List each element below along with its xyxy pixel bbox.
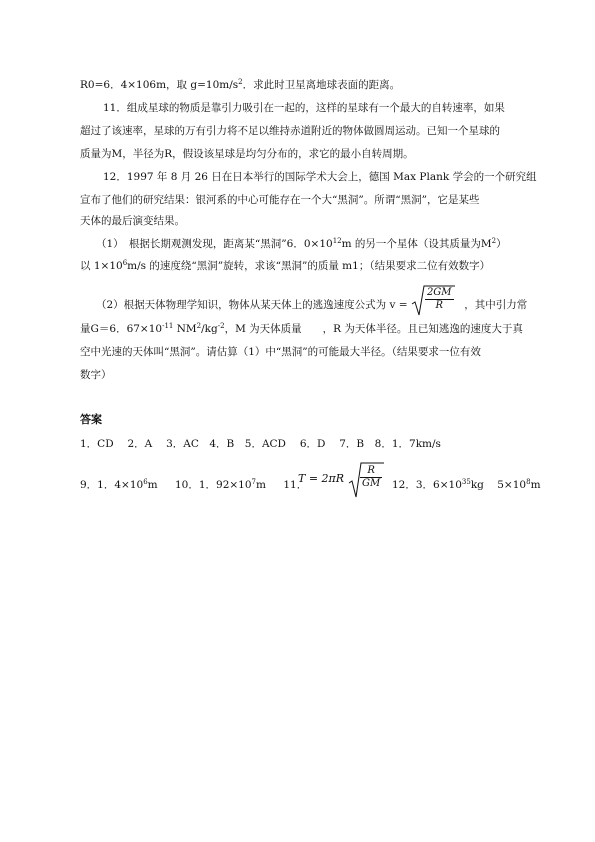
formula-fraction <box>425 287 454 312</box>
answer-9-sup: 6 <box>143 478 148 486</box>
answer-9-unit: m <box>147 479 158 491</box>
q12-line-2: 宣布了他们的研究结果：银河系的中心可能存在一个大“黑洞”。所谓“黑洞”，它是某些 <box>80 194 480 206</box>
q10-text-end: ．求此时卫星离地球表面的距离。 <box>242 79 401 91</box>
q12-part2-text-b: ，其中引力常 <box>464 299 528 311</box>
answer-12b-text: 5×10 <box>497 479 527 491</box>
answer-10-text: 10．1．92×10 <box>174 479 252 491</box>
q12-part1-text-b: m 的另一个星体（设其质量为M <box>341 238 492 250</box>
q12-part2-l2-sup: -11 <box>162 322 174 330</box>
q12-part2-l2-text-c: /kg <box>201 323 218 335</box>
q12-part2-line-3: 空中光速的天体叫“黑洞”。请估算（1）中“黑洞”的可能最大半径。（结果要求一位有效 <box>80 346 481 358</box>
answer-11-lhs: T = 2πR <box>298 472 345 485</box>
formula-denominator: R <box>435 300 443 311</box>
answer-12b-unit: m <box>530 479 541 491</box>
q11-line-2: 超过了该速率，星球的万有引力将不足以维持赤道附近的物体做圆周运动。已知一个星球的 <box>80 125 500 137</box>
q10-text: R0=6．4×106m，取 g=10m/s <box>80 79 239 91</box>
q12-part2-text: （2）根据天体物理学知识，物体从某天体上的逃逸速度公式为 v = <box>96 299 408 311</box>
answer-10 <box>175 478 266 492</box>
answer-9-text: 9．1．4×10 <box>80 479 144 491</box>
q12-part2-line-2 <box>80 322 523 336</box>
answers-row-1: 1．CD 2．A 3．AC 4．B 5．ACD 6．D 7．B 8．1．7km/s <box>80 438 441 450</box>
answer-12 <box>392 478 541 492</box>
q12-line-1: 12．1997 年 8 月 26 日在日本举行的国际学术大会上，德国 Max Plank 学会的一个研究组 <box>103 171 537 183</box>
q12-part2-l2-text-b: NM <box>173 323 197 335</box>
answer-11-denominator: GM <box>362 478 381 489</box>
q12-part1-line-1 <box>96 237 507 251</box>
answer-9 <box>80 478 158 492</box>
answer-12-text: 12．3．6×10 <box>392 479 462 491</box>
answer-10-unit: m <box>256 479 266 491</box>
q12-part2-line-1 <box>96 288 527 322</box>
answer-12b-sup: 8 <box>526 478 531 486</box>
q12-part2-l2-sup3: -2 <box>217 322 225 330</box>
q12-part2-l2-text-d: ，M 为天体质量 ，R 为天体半径。且已知逃逸的速度大于真 <box>224 323 523 335</box>
q10-tail <box>80 78 400 92</box>
answer-11-label: 11． <box>283 479 308 491</box>
q12-line-3: 天体的最后演变结果。 <box>80 215 185 227</box>
q11-line-3: 质量为M，半径为R，假设该星球是均匀分布的，求它的最小自转周期。 <box>80 148 414 160</box>
escape-velocity-formula <box>411 284 455 318</box>
answer-12b <box>497 479 540 491</box>
q12-part1-sup2: 2 <box>491 237 497 245</box>
q10-sup: 2 <box>238 78 243 86</box>
answer-11-fraction <box>360 465 382 490</box>
answer-12-unit: kg <box>470 479 484 491</box>
formula-numerator: 2GM <box>426 287 452 298</box>
q12-part1-line-2 <box>80 259 490 273</box>
q12-part1-l2-sup: 6 <box>122 259 128 267</box>
q12-part2-l2-sup2: 2 <box>196 322 202 330</box>
q12-part1-text: （1） 根据长期观测发现，距离某“黑洞”6．0×10 <box>96 238 333 250</box>
q12-part1-l2-text-b: m/s 的速度绕“黑洞”旋转，求该“黑洞”的质量 m1；（结果要求二位有效数字） <box>127 260 491 272</box>
q12-part2-l2-text: 量G＝6．67×10 <box>80 323 163 335</box>
q12-part1-text-c: ） <box>496 238 507 250</box>
answer-10-sup: 7 <box>251 478 257 486</box>
answer-12-sup: 35 <box>461 478 471 486</box>
answer-11-numerator: R <box>360 465 382 478</box>
answer-11-formula <box>298 460 388 500</box>
answers-heading: 答案 <box>80 413 102 426</box>
q12-part1-l2-text: 以 1×10 <box>80 260 123 272</box>
q12-part1-sup: 12 <box>332 237 342 245</box>
q12-part2-line-4: 数字） <box>80 369 112 381</box>
q11-line-1: 11．组成星球的物质是靠引力吸引在一起的，这样的星球有一个最大的自转速率，如果 <box>103 102 505 114</box>
answers-row-2 <box>80 478 307 492</box>
